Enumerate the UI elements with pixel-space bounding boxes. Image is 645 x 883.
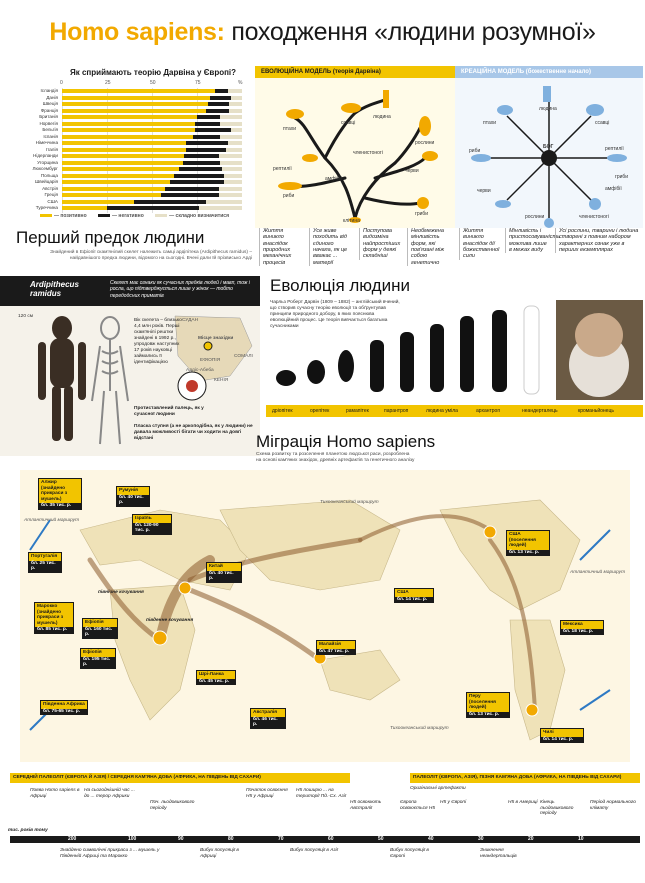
bar-unsure	[229, 109, 242, 113]
cre-note-1: Життя виникло внаслідок дії божественної сили	[459, 228, 501, 260]
bar-accept	[62, 154, 184, 158]
time-axis: 200 100 90 80 70 60 50 40 30 20 10	[10, 836, 640, 843]
box-peru: Перу (поселення людей) бл. 13 тис. р.	[466, 692, 510, 718]
cre-note-2: Мінливість і пристосовуваність можлива лише в межах виду	[505, 228, 551, 253]
chart-row	[14, 141, 246, 146]
box-china: Китай бл. 40 тис. р.	[206, 562, 242, 583]
bar-accept	[62, 148, 186, 152]
migration-map: Алжир (знайдено прикраси з мушель) бл. 35 тис. р. Румунія бл. 40 тис. р. Ізраїль бл. 120-90 тис. р. Португалія бл. 25 тис. р. Марокко (знайдено прикраси з мушель) бл. 85 тис. р. Ефіопія бл. 160 тис. р. Ефіопія бл. 195 тис. р. Китай бл. 40 тис. р. Малайзія бл. 47 тис. р. Шрі-Ланка бл. 45 тис. р. Південна Африка бл. 75-65 тис. р. Австралія бл. 46 тис. р. США (поселення людей) бл. 13 тис. р. США бл. 14 тис. р. Мексика бл. 18 тис. р. Перу (поселення людей) бл. 13 тис. р. Чилі бл. 14 тис. р. Атлантичний маршрут Тихоокеанський маршрут Атлантичний маршрут Тихоокеанський маршрут північне кочування південне кочування	[20, 470, 630, 762]
box-morocco: Марокко (знайдено прикраси з мушель) бл. 85 тис. р.	[34, 602, 74, 634]
chart-row	[14, 109, 246, 114]
thumb-note: Протиставлений палець, як у сучасної людини	[134, 406, 204, 417]
country-label: Польща	[40, 172, 58, 178]
bar-reject	[210, 96, 232, 100]
box-israel: Ізраїль бл. 120-90 тис. р.	[132, 514, 172, 535]
country-label: Британія	[39, 114, 58, 119]
box-ethiopia-2: Ефіопія бл. 195 тис. р.	[80, 648, 116, 669]
bar-reject	[170, 180, 224, 184]
box-portugal: Португалія бл. 25 тис. р.	[28, 552, 62, 573]
bar-unsure	[220, 161, 242, 165]
bar-unsure	[231, 96, 242, 100]
bar-unsure	[231, 128, 242, 132]
chart-legend	[40, 213, 239, 219]
country-label: Франція	[40, 107, 58, 113]
x-tick-label: 75	[195, 80, 201, 86]
evolution-timeline: дріопітек орепітек рамапітек парантроп людина уміла архантроп неандерталець кроманьйонець	[266, 405, 643, 417]
bar-reject	[197, 115, 220, 119]
chart-row	[14, 161, 246, 166]
chart-row	[14, 180, 246, 185]
age-note: Вік скелета – близько 4,4 млн років. Перші скам'янілі рештки знайдені в 1992 р., упродовж наступних 17 років науковці займались її ідентифікацією	[134, 318, 182, 365]
box-mexico: Мексика бл. 18 тис. р.	[560, 620, 604, 635]
country-label: Норвегія	[39, 120, 58, 126]
evo-tree-panel: птахи ссавці людина рептилії членистоногі рослини амфібії черви риби гриби клітина	[255, 78, 455, 228]
bar-unsure	[220, 122, 242, 126]
chart-row	[14, 187, 246, 192]
bar-accept	[62, 180, 170, 184]
country-label: Данія	[46, 94, 58, 100]
bar-accept	[62, 128, 195, 132]
evo-note-4: Необмежена мінливість форм, які пов'язані між собою генетично	[407, 228, 453, 266]
bar-reject	[174, 174, 224, 178]
legend-unsure: — складно визначитися	[155, 213, 229, 219]
bar-accept	[62, 141, 186, 145]
bar-accept	[62, 167, 179, 171]
ancestor-subtitle: Знайдений в Ефіопії скам'янілий скелет належить самці ардіпітека (Ardipithecus ramidus) – найдавнішого предка людини, відомого на сьогодні. Вчені дали їй прізвисько Арді	[50, 250, 252, 261]
country-label: США	[47, 198, 58, 204]
cre-note-3: Усі рослини, тварини і людина створені з повним набором характерних ознак уже в першиx екземплярах	[555, 228, 641, 253]
legend-accept: — позитивно	[40, 213, 87, 219]
axis-label: тис. років тому	[8, 828, 48, 833]
migration-heading: Міграція Homo sapiens	[256, 432, 436, 451]
bar-reject	[184, 154, 218, 158]
bar-reject	[134, 200, 206, 204]
bar-unsure	[206, 200, 242, 204]
bar-reject	[208, 102, 230, 106]
box-sri-lanka: Шрі-Ланка бл. 45 тис. р.	[196, 670, 236, 685]
bar-reject	[179, 167, 222, 171]
bar-unsure	[224, 180, 242, 184]
migration-subtitle: Схема розвитку та розселення планетою людської раси, розроблена на основі кам'яних знахідок, древніх артефактів та генетичного аналізу	[256, 452, 415, 463]
x-tick-label: 50	[150, 80, 156, 86]
x-tick-label: %	[238, 80, 243, 86]
evo-model-title: ЕВОЛЮЦІЙНА МОДЕЛЬ (теорія Дарвіна)	[255, 66, 455, 78]
chart-row	[14, 128, 246, 133]
cre-model-title: КРЕАЦІЙНА МОДЕЛЬ (божественне начало)	[455, 66, 643, 78]
chart-row	[14, 115, 246, 120]
bar-unsure	[226, 148, 242, 152]
bar-accept	[62, 122, 195, 126]
bar-unsure	[219, 193, 242, 197]
box-usa-1: США (поселення людей) бл. 13 тис. р.	[506, 530, 550, 556]
bar-accept	[62, 115, 197, 119]
country-label: Німеччина	[35, 140, 58, 145]
x-tick-label: 0	[60, 80, 63, 86]
bar-reject	[193, 135, 220, 139]
box-malaysia: Малайзія бл. 47 тис. р.	[316, 640, 356, 655]
bar-accept	[62, 135, 193, 139]
ardi-header	[0, 276, 260, 306]
country-label: Греція	[44, 192, 58, 197]
ardi-name: Ardipithecus ramidus	[30, 280, 79, 299]
x-tick-label: 25	[105, 80, 111, 86]
bar-accept	[62, 109, 206, 113]
creation-star-graphic	[455, 78, 643, 228]
bar-unsure	[219, 187, 242, 191]
chart-row	[14, 96, 246, 101]
period-band-2: ПАЛЕОЛІТ (ЄВРОПА, АЗІЯ), ПІЗНЯ КАМ'ЯНА ДОБА (АФРИКА, НА ПІВДЕНЬ ВІД САХАРИ)	[410, 773, 640, 783]
bar-accept	[62, 206, 107, 210]
world-map-graphic	[20, 470, 630, 762]
bar-reject	[186, 141, 227, 145]
bar-reject	[161, 193, 219, 197]
darwin-acceptance-chart	[14, 80, 246, 220]
box-ethiopia-1: Ефіопія бл. 160 тис. р.	[82, 618, 118, 639]
bar-reject	[195, 122, 220, 126]
foot-note: Пласка ступня (а не аркоподібна, як у людини) не давала можливості бігати чи ходити на довгі відстані	[134, 424, 253, 441]
country-label: Швейцарія	[35, 179, 58, 184]
ancestor-heading: Перший предок людини	[16, 228, 205, 247]
ardi-panel: 120 см Вік скелета – близько 4,4 млн років. Перші скам'янілі рештки знайдені в 1992 р., упродовж наступних 17 років науковці займались її ідентифікацією Протиставлений палець, як у сучасної людини Пласка ступня (а не аркоподібна, як у людини) не давала можливості бігати чи ходити на довгі відстані СУДАН Місце знахідки ЕФІОПІЯ Аддіс-Абеба КЕНІЯ СОМАЛІ	[0, 306, 260, 456]
chart-row	[14, 89, 246, 94]
chart-row	[14, 102, 246, 107]
country-label: Швеція	[42, 101, 58, 106]
country-label: Австрія	[42, 185, 58, 191]
country-label: Нідерланди	[33, 153, 58, 158]
chart-row	[14, 174, 246, 179]
bar-reject	[107, 206, 199, 210]
march-of-progress	[266, 300, 643, 400]
bar-unsure	[224, 174, 242, 178]
box-romania: Румунія бл. 40 тис. р.	[116, 486, 150, 507]
chart-row	[14, 206, 246, 211]
page-title: Homo sapiens: походження «людини розумної»	[49, 18, 596, 46]
country-label: Іспанія	[43, 133, 58, 139]
bar-reject	[215, 89, 228, 93]
chart-row	[14, 167, 246, 172]
box-chile: Чилі бл. 14 тис. р.	[540, 728, 584, 743]
chart-row	[14, 193, 246, 198]
evolution-heading: Еволюція людини	[270, 276, 410, 295]
chart-row	[14, 135, 246, 140]
country-label: Ісландія	[40, 88, 58, 93]
bar-reject	[206, 109, 229, 113]
bar-unsure	[199, 206, 242, 210]
country-label: Угорщина	[37, 159, 58, 165]
chart-row	[14, 200, 246, 205]
bar-unsure	[220, 135, 242, 139]
country-label: Італія	[45, 146, 58, 152]
creation-star-panel: птахи людина ссавці риби БОГ рептилії черви амфібії рослини членистоногі гриби	[455, 78, 643, 228]
country-label: Бельгія	[42, 127, 58, 132]
box-algeria: Алжир (знайдено прикраси з мушель) бл. 35 тис. р.	[38, 478, 82, 510]
bar-unsure	[228, 141, 242, 145]
ardi-desc: Скелет має ознаки як сучасних предків людей і мавп, тож і росла, що підтверджується лише у жінок — тобто передодсних приматів	[110, 280, 250, 299]
bar-unsure	[220, 115, 242, 119]
bar-reject	[183, 161, 221, 165]
bar-accept	[62, 89, 215, 93]
box-australia: Австралія бл. 46 тис. р.	[250, 708, 286, 729]
evo-note-2: Усе живе походить від єдиного начала, як це вважає ... матерії	[309, 228, 353, 266]
models-comparison	[255, 66, 643, 270]
country-label: Люксембург	[32, 166, 58, 171]
chart-title: Як сприймають теорію Дарвіна у Європі?	[70, 68, 237, 77]
bar-accept	[62, 102, 208, 106]
legend-reject: — негативно	[98, 213, 144, 219]
evolution-silhouettes	[266, 300, 643, 400]
darwin-text: Чарльз Роберт Дарвін (1809 – 1882) – англійський вчений, що створив сучасну теорію еволюції та обґрунтував принципи природного добору, в яких пояснюва еволюційний процес. Це теорія вивчається багатьма сучасниками	[270, 300, 400, 329]
box-usa-2: США бл. 14 тис. р.	[394, 588, 434, 603]
chart-row	[14, 154, 246, 159]
bar-accept	[62, 200, 134, 204]
box-south-africa: Південна Африка бл. 75-65 тис. р.	[40, 700, 88, 715]
bar-accept	[62, 187, 165, 191]
evo-note-1: Життя виникло внаслідок природних механічних процесів	[259, 228, 303, 266]
bar-unsure	[229, 102, 242, 106]
evo-note-3: Поступова видозміна найпростіших форм у деякі складніші	[359, 228, 403, 260]
period-band-1: СЕРЕДНІЙ ПАЛЕОЛІТ (ЄВРОПА Й АЗІЯ) / СЕРЕДНЯ КАМ'ЯНА ДОБА (АФРИКА, НА ПІВДЕНЬ ВІД САХАРИ)	[10, 773, 350, 783]
bar-accept	[62, 161, 183, 165]
bar-reject	[165, 187, 219, 191]
bar-unsure	[228, 89, 242, 93]
bar-reject	[186, 148, 226, 152]
chart-row	[14, 148, 246, 153]
bar-unsure	[219, 154, 242, 158]
country-label: Туреччина	[35, 205, 58, 210]
bar-reject	[195, 128, 231, 132]
bar-accept	[62, 174, 174, 178]
bar-accept	[62, 193, 161, 197]
chart-row	[14, 122, 246, 127]
bar-unsure	[222, 167, 242, 171]
bar-accept	[62, 96, 210, 100]
